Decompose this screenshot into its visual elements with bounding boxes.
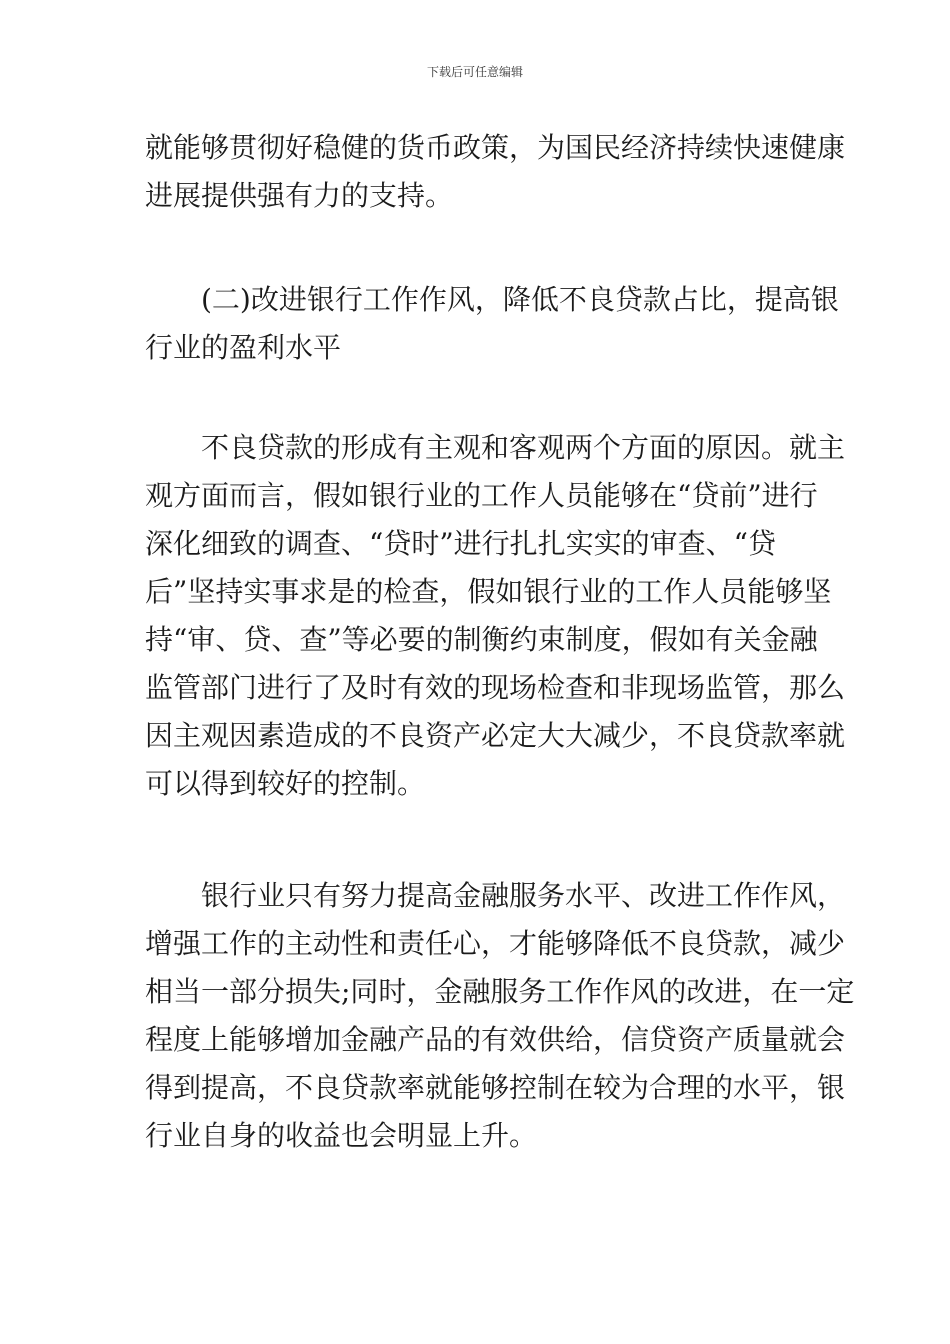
text-line: 后”坚持实事求是的检查，假如银行业的工作人员能够坚	[145, 575, 832, 608]
section-heading	[145, 276, 839, 372]
header-note: 下载后可任意编辑	[426, 65, 523, 79]
text-line: 相当一部分损失;同时，金融服务工作作风的改进，在一定	[145, 975, 855, 1008]
text-line: 行业自身的收益也会明显上升。	[145, 1119, 538, 1152]
text-line: 深化细致的调查、“贷时”进行扎扎实实的审查、“贷	[145, 527, 776, 560]
text-line: 增强工作的主动性和责任心，才能够降低不良贷款，减少	[145, 927, 846, 960]
text-line: 持“审、贷、查”等必要的制衡约束制度，假如有关金融	[145, 623, 818, 656]
paragraph-1	[145, 124, 846, 220]
text-line: 因主观因素造成的不良资产必定大大减少，不良贷款率就	[145, 719, 846, 752]
text-line: 进展提供强有力的支持。	[145, 179, 454, 212]
text-line: 程度上能够增加金融产品的有效供给，信贷资产质量就会	[145, 1023, 846, 1056]
text-line: 得到提高，不良贷款率就能够控制在较为合理的水平，银	[145, 1071, 846, 1104]
text-line: (二)改进银行工作作风，降低不良贷款占比，提高银	[145, 283, 839, 316]
paragraph-3	[145, 424, 846, 808]
text-line: 可以得到较好的控制。	[145, 767, 426, 800]
text-line: 行业的盈利水平	[145, 331, 342, 364]
text-line: 就能够贯彻好稳健的货币政策，为国民经济持续快速健康	[145, 131, 846, 164]
text-line: 不良贷款的形成有主观和客观两个方面的原因。就主	[145, 431, 846, 464]
text-line: 银行业只有努力提高金融服务水平、改进工作作风，	[145, 879, 846, 912]
text-line: 观方面而言，假如银行业的工作人员能够在“贷前”进行	[145, 479, 818, 512]
paragraph-4	[145, 872, 855, 1160]
text-line: 监管部门进行了及时有效的现场检查和非现场监管，那么	[145, 671, 846, 704]
